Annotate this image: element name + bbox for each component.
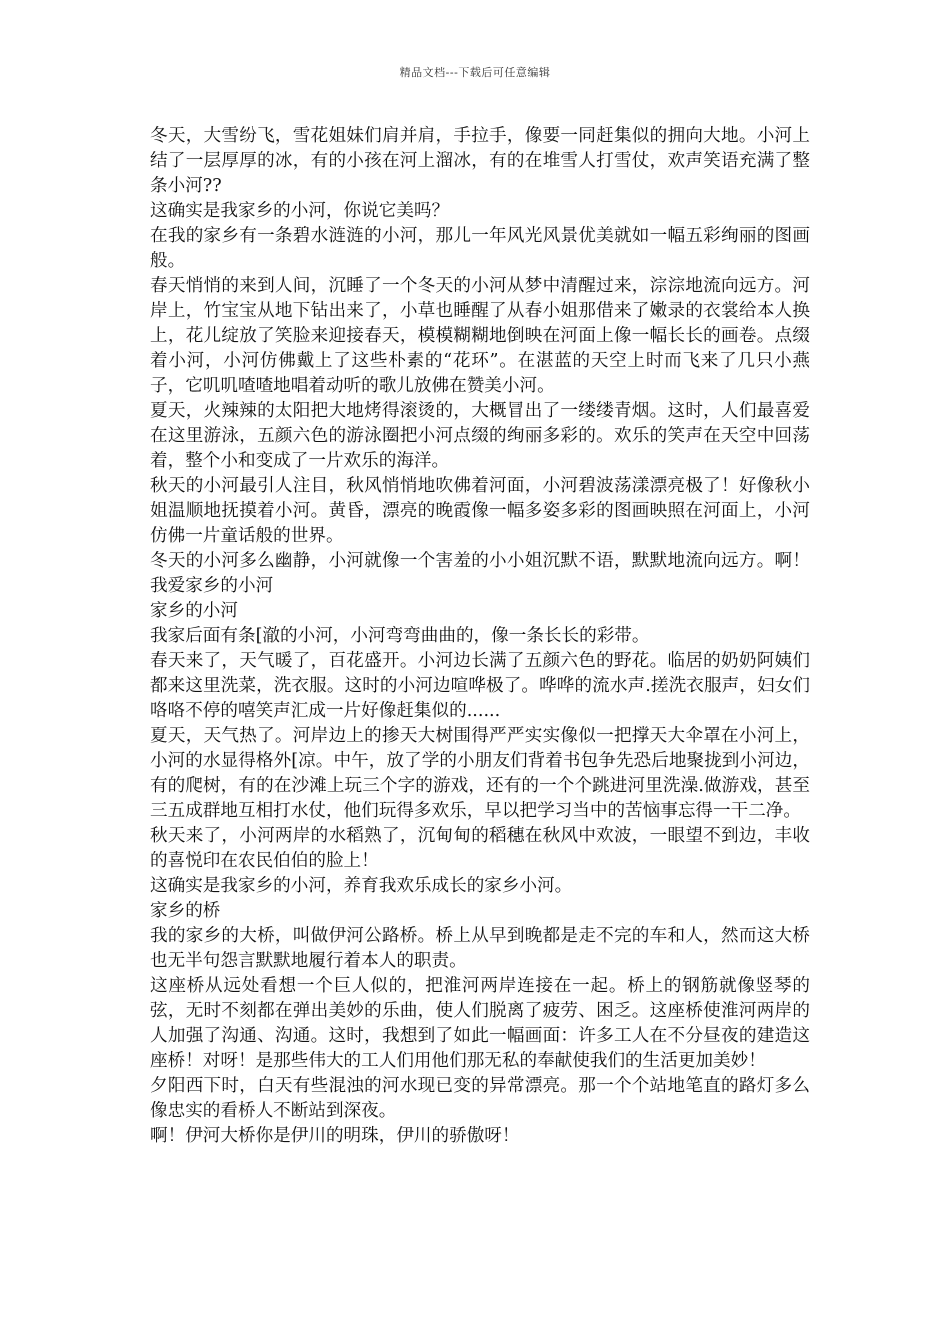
paragraph-winter-quiet: 冬天的小河多么幽静，小河就像一个害羞的小小姐沉默不语，默默地流向远方。啊！我爱家乡的小河	[150, 551, 810, 596]
paragraph-question: 这确实是我家乡的小河，你说它美吗？	[150, 201, 450, 221]
page-header: 精品文档---下载后可任意编辑	[399, 66, 551, 79]
paragraph-winter-snow: 冬天，大雪纷飞，雪花姐妹们肩并肩，手拉手，像要一同赶集似的拥向大地。小河上结了一层厚厚的冰，有的小孩在河上溜冰，有的在堆雪人打雪仗，欢声笑语充满了整条小河??	[150, 126, 810, 196]
paragraph-summer-river: 夏天，天气热了。河岸边上的掺天大树围得严严实实像似一把撑天大伞罩在小河上，小河的水显得格外[凉。中午，放了学的小朋友们背着书包争先恐后地聚拢到小河边，有的爬树，有的在沙滩上玩三个字的游戏，还有的一个个跳进河里洗澡.做游戏，甚至三五成群地互相打水仗，他们玩得多欢乐，早以把学习当中的苦恼事忘得一干二净。	[150, 726, 810, 821]
paragraph-bridge-giant: 这座桥从远处看想一个巨人似的，把淮河两岸连接在一起。桥上的钢筋就像竖琴的弦，无时不刻都在弹出美妙的乐曲，使人们脱离了疲劳、困乏。这座桥使淮河两岸的人加强了沟通、沟通。这时，我想到了如此一幅画面：许多工人在不分昼夜的建造这座桥！对呀！是那些伟大的工人们用他们那无私的奉献使我们的生活更加美妙！	[150, 976, 810, 1071]
paragraph-intro: 在我的家乡有一条碧水涟涟的小河，那儿一年风光风景优美就如一幅五彩绚丽的图画般。	[150, 226, 810, 271]
paragraph-sunset: 夕阳西下时，白天有些混浊的河水现已变的异常漂亮。那一个个站地笔直的路灯多么像忠实的看桥人不断站到深夜。	[150, 1076, 810, 1121]
paragraph-bridge-conclusion: 啊！伊河大桥你是伊川的明珠，伊川的骄傲呀！	[150, 1126, 520, 1146]
paragraph-autumn-river: 秋天来了，小河两岸的水稻熟了，沉甸甸的稻穗在秋风中欢波，一眼望不到边，丰收的喜悦印在农民伯伯的脸上！	[150, 826, 810, 871]
document-body	[150, 124, 810, 1149]
paragraph-spring: 春天悄悄的来到人间，沉睡了一个冬天的小河从梦中清醒过来，淙淙地流向远方。河岸上，竹宝宝从地下钻出来了，小草也睡醒了从春小姐那借来了嫩录的衣裳给本人换上，花儿绽放了笑脸来迎接春天，模模糊糊地倒映在河面上像一幅长长的画卷。点缀着小河，小河仿佛戴上了这些朴素的“花环”。在湛蓝的天空上时而飞来了几只小燕子，它叽叽喳喳地唱着动听的歌儿放佛在赞美小河。	[150, 276, 810, 396]
paragraph-river-conclusion: 这确实是我家乡的小河，养育我欢乐成长的家乡小河。	[150, 876, 573, 896]
paragraph-autumn: 秋天的小河最引人注目，秋风悄悄地吹佛着河面，小河碧波荡漾漂亮极了！好像秋小姐温顺地抚摸着小河。黄昏，漂亮的晚霞像一幅多姿多彩的图画映照在河面上，小河仿佛一片童话般的世界。	[150, 476, 810, 546]
section-title-hometown-river: 家乡的小河	[150, 601, 238, 621]
paragraph-spring-river: 春天来了，天气暖了，百花盛开。小河边长满了五颜六色的野花。临居的奶奶阿姨们都来这里洗菜，洗衣服。这时的小河边喧哗极了。哗哗的流水声.搓洗衣服声，妇女们咯咯不停的嘻笑声汇成一片好像赶集似的......	[150, 651, 810, 721]
paragraph-bridge-intro: 我的家乡的大桥，叫做伊河公路桥。桥上从早到晚都是走不完的车和人，然而这大桥也无半句怨言默默地履行着本人的职责。	[150, 926, 810, 971]
paragraph-summer: 夏天，火辣辣的太阳把大地烤得滚烫的，大概冒出了一缕缕青烟。这时，人们最喜爱在这里游泳，五颜六色的游泳圈把小河点缀的绚丽多彩的。欢乐的笑声在天空中回荡着，整个小和变成了一片欢乐的海洋。	[150, 401, 810, 471]
section-title-hometown-bridge: 家乡的桥	[150, 901, 221, 921]
paragraph-river-behind-home: 我家后面有条[澈的小河，小河弯弯曲曲的，像一条长长的彩带。	[150, 626, 650, 646]
